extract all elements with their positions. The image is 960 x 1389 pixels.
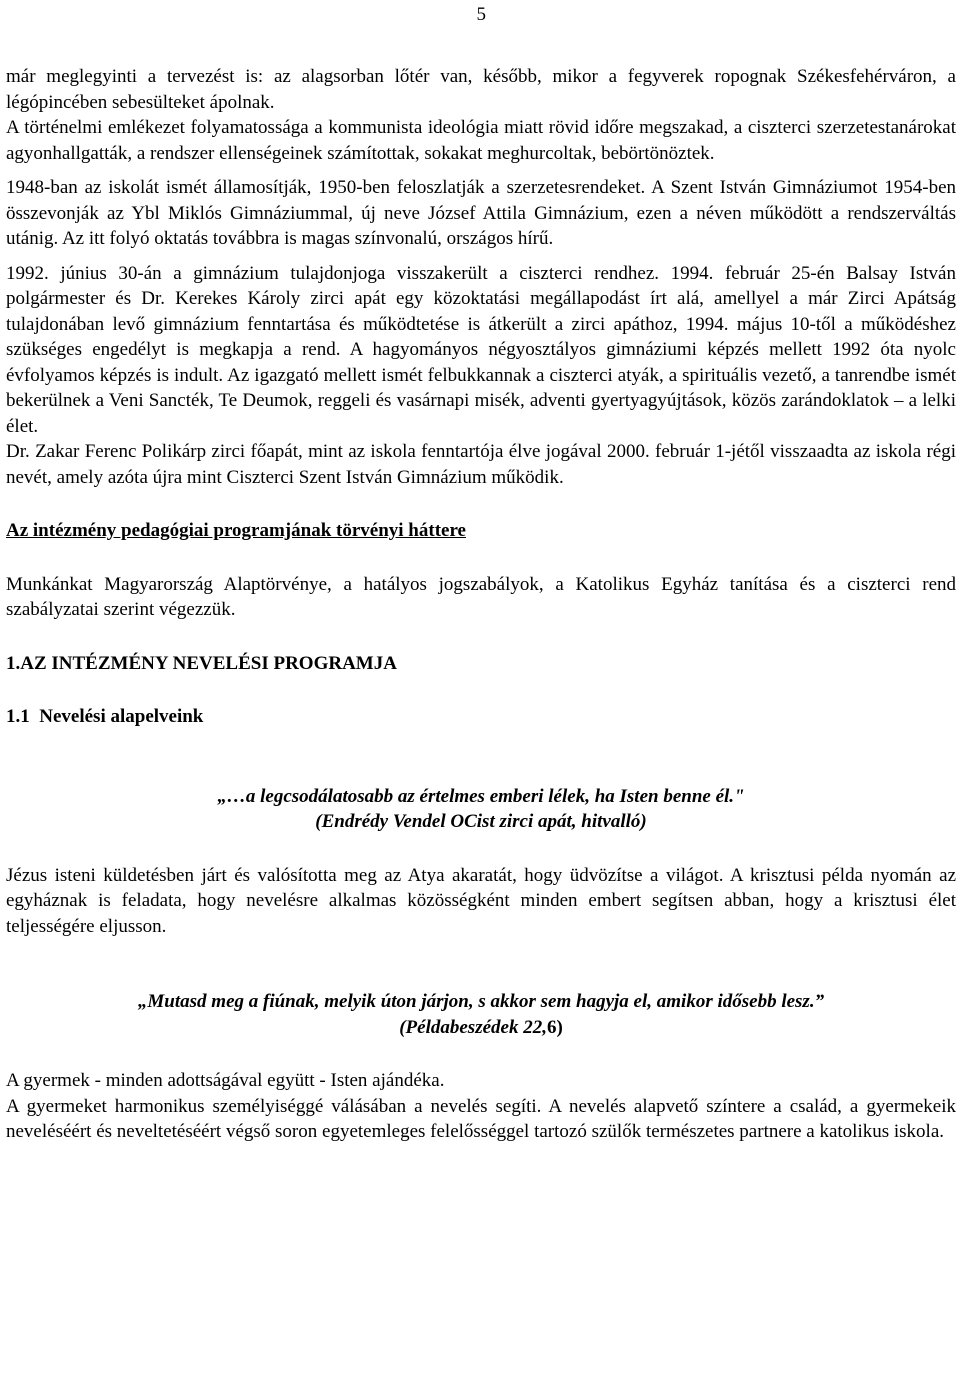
closing-paragraph: A gyermeket harmonikus személyiséggé válásában a nevelés segíti. A nevelés alapvető színtere a család, a gyermekeik neveléséért és neveltetéséért végső soron egyetemleges felelősséggel tartozó szülők természetes partnere a katolikus iskola. [6, 1095, 956, 1142]
history-paragraph-3: 1948-ban az iskolát ismét államosítják, 1950-ben feloszlatják a szerzetesrendeket. A Szent István Gimnáziumot 1954-ben összevonják az Ybl Miklós Gimnáziummal, új neve József Attila Gimnázium, ezen a néven működött a rendszerváltás utánig. Az itt folyó oktatás továbbra is magas színvonalú, országos hírű. [6, 177, 956, 249]
legal-background-text: Munkánkat Magyarország Alaptörvénye, a hatályos jogszabályok, a Katolikus Egyház tanítása és a ciszterci rend szabályzatai szerint végezzük. [6, 573, 956, 620]
history-paragraph-5: Dr. Zakar Ferenc Polikárp zirci főapát, mint az iskola fenntartója élve jogával 2000. február 1-jétől visszaadta az iskola régi nevét, amely azóta újra mint Ciszterci Szent István Gimnázium működik. [6, 441, 956, 488]
quote-2-source-tail: 6) [546, 1016, 563, 1038]
chapter-title: 1.AZ INTÉZMÉNY NEVELÉSI PROGRAMJA [6, 652, 397, 674]
history-paragraph-2: A történelmi emlékezet folyamatossága a kommunista ideológia miatt rövid időre megszakad, a ciszterci szerzetestanárokat agyonhallgatták, a rendszer ellenségeinek számítottak, sokakat meghurcoltak, bebörtönöztek. [6, 117, 956, 164]
legal-background-heading: Az intézmény pedagógiai programjának törvényi háttere [6, 520, 466, 541]
quote-2-source-main: (Példabeszédek 22, [399, 1016, 547, 1038]
quote-1-source: (Endrédy Vendel OCist zirci apát, hitvalló) [315, 811, 647, 832]
subsection-title: 1.1 Nevelési alapelveink [6, 706, 204, 727]
quote-1-text: „…a legcsodálatosabb az értelmes emberi lélek, ha Isten benne él." [217, 785, 745, 807]
quote-2-source [6, 1015, 956, 1041]
quote-2-text: „Mutasd meg a fiúnak, melyik úton járjon, s akkor sem hagyja el, amikor idősebb lesz.” [137, 991, 825, 1012]
closing-line-1: A gyermek - minden adottságával együtt - Isten ajándéka. [6, 1070, 445, 1091]
history-paragraph-1: már meglegyinti a tervezést is: az alagsorban lőtér van, később, mikor a fegyverek ropognak Székesfehérváron, a légópincében sebesülteket ápolnak. [6, 66, 956, 113]
mission-paragraph: Jézus isteni küldetésben járt és valósította meg az Atya akaratát, hogy üdvözítse a világot. A krisztusi példa nyomán az egyháznak is feladata, hogy nevelésre alkalmas közösségként minden embert segítsen abban, hogy a krisztusi élet teljességére eljusson. [6, 864, 956, 937]
page-number: 5 [476, 4, 486, 25]
history-paragraph-4: 1992. június 30-án a gimnázium tulajdonjoga visszakerült a ciszterci rendhez. 1994. február 25-én Balsay István polgármester és Dr. Kerekes Károly zirci apát egy közoktatási megállapodást írt alá, amellyel a már Zirci Apátság tulajdonában levő gimnázium fenntartása és működtetése is átkerült a zirci apáthoz, 1994. május 10-től a működéshez szükséges engedélyt is megkapja a rend. A hagyományos négyosztályos gimnáziumi képzés mellett 1992 óta nyolc évfolyamos képzés is indult. Az igazgató mellett ismét felbukkannak a ciszterci atyák, a spirituális vezető, a tanrendbe ismét bekerülnek a Veni Sancték, Te Deumok, reggeli és vasárnapi misék, adventi gyertyagyújtások, közös zarándoklatok – a lelki élet. [6, 262, 956, 437]
page-content [6, 64, 956, 1145]
